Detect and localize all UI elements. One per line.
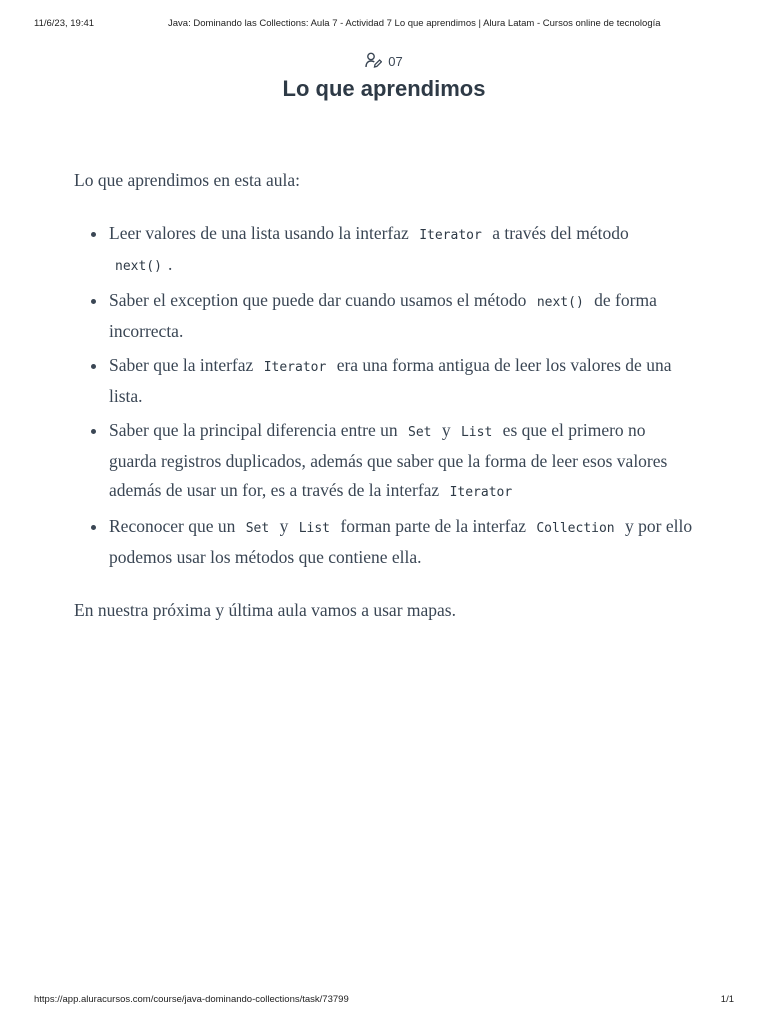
item-text: de forma incorrecta. xyxy=(109,290,657,341)
item-text: Reconocer que un xyxy=(109,516,236,536)
intro-text: Lo que aprendimos en esta aula: xyxy=(74,170,300,190)
print-page-title: Java: Dominando las Collections: Aula 7 - Actividad 7 Lo que aprendimos | Alura Latam - Cursos online de tecnología xyxy=(168,18,661,29)
code-snippet: next() xyxy=(115,259,162,274)
print-header xyxy=(34,17,734,31)
item-text: Saber que la principal diferencia entre un xyxy=(109,420,398,440)
code-snippet: Iterator xyxy=(419,228,482,243)
item-text: era una forma antigua de leer los valores de una lista. xyxy=(109,355,672,406)
code-snippet: List xyxy=(298,521,331,536)
person-edit-icon xyxy=(365,52,382,71)
item-text: forman parte de la interfaz xyxy=(340,516,526,536)
item-text: Saber el exception que puede dar cuando usamos el método xyxy=(109,290,527,310)
item-text: y xyxy=(441,420,451,440)
list-item xyxy=(109,416,694,507)
list-item xyxy=(109,512,694,572)
print-url: https://app.aluracursos.com/course/java-dominando-collections/task/73799 xyxy=(34,994,349,1005)
learning-points-list xyxy=(74,219,694,572)
code-snippet: Set xyxy=(408,425,432,440)
code-snippet: Collection xyxy=(536,521,615,536)
print-page-count: 1/1 xyxy=(720,994,734,1005)
outro-text: En nuestra próxima y última aula vamos a usar mapas. xyxy=(74,600,456,620)
list-item xyxy=(109,351,694,411)
code-snippet: Iterator xyxy=(449,485,513,500)
code-snippet: Iterator xyxy=(263,360,327,375)
item-text: a través del método xyxy=(492,223,629,243)
list-item xyxy=(109,219,694,281)
activity-number-value: 07 xyxy=(388,54,403,69)
item-text: . xyxy=(167,254,173,274)
item-text: Saber que la interfaz xyxy=(109,355,254,375)
item-text: es que el primero no guarda registros duplicados, además que saber que la forma de leer esos valores además de usar un for, es a través de la interfaz xyxy=(109,420,668,500)
print-date: 11/6/23, 19:41 xyxy=(34,18,95,29)
item-text: y por ello podemos usar los métodos que contiene ella. xyxy=(109,516,693,567)
activity-number xyxy=(0,52,768,71)
print-footer xyxy=(34,993,734,1007)
list-item xyxy=(109,286,694,346)
item-text: y xyxy=(279,516,289,536)
lesson-content xyxy=(74,166,694,625)
code-snippet: Set xyxy=(245,521,270,536)
item-text: Leer valores de una lista usando la interfaz xyxy=(109,223,409,243)
page-title: Lo que aprendimos xyxy=(282,76,486,101)
code-snippet: next() xyxy=(536,295,584,310)
code-snippet: List xyxy=(460,425,493,440)
